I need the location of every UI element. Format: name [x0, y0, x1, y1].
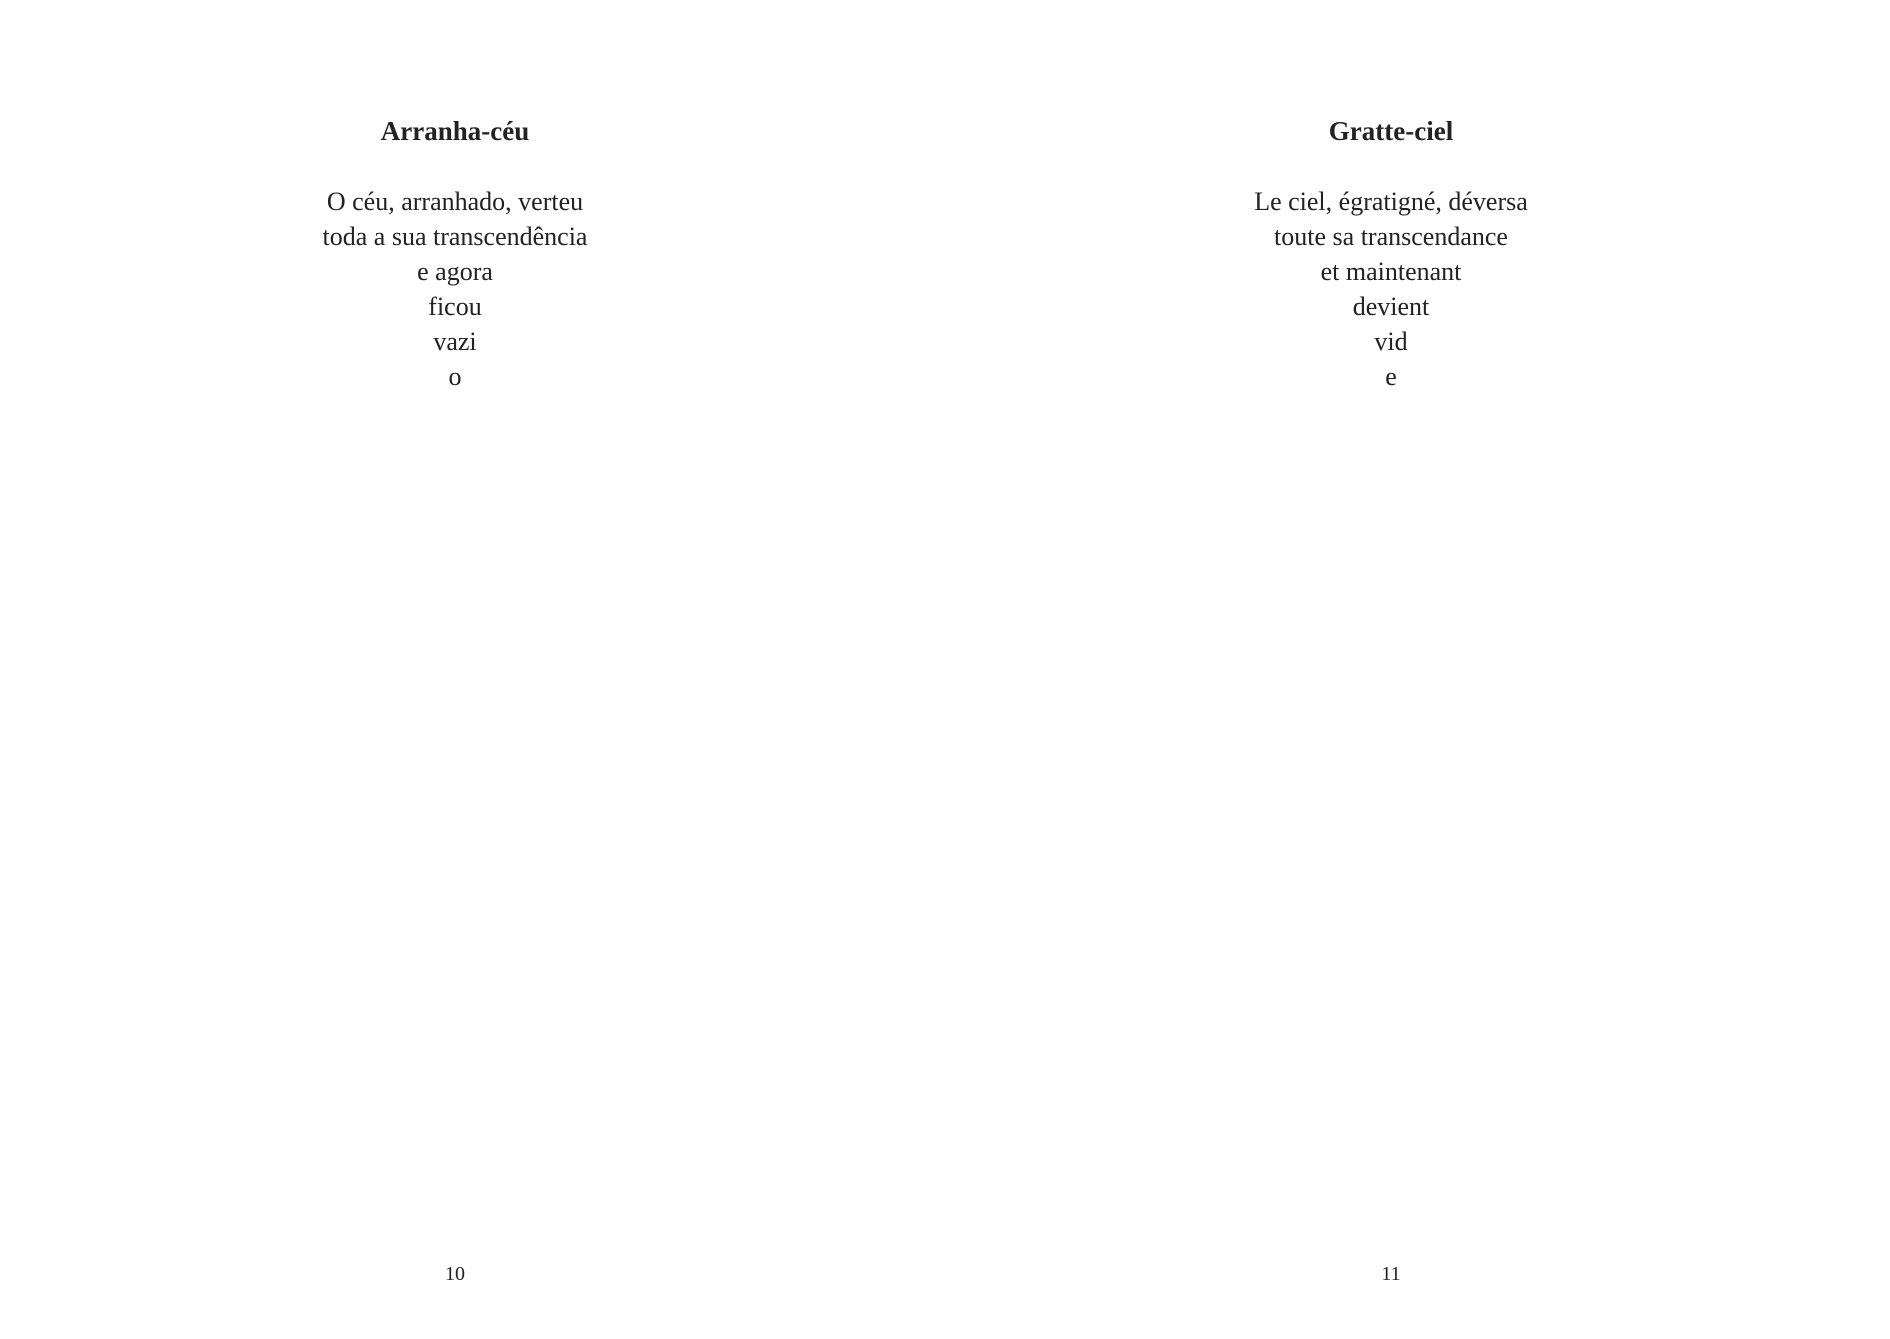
poem-title: Arranha-céu: [380, 116, 530, 146]
poem-right: [1161, 114, 1621, 394]
poem-line: toute sa transcendance: [1274, 222, 1508, 251]
right-page: [945, 0, 1890, 1339]
poem-line: devient: [1352, 292, 1430, 321]
poem-line: vazi: [433, 327, 477, 356]
poem-line: O céu, arranhado, verteu: [326, 187, 584, 216]
poem-line: e: [1385, 362, 1397, 391]
poem-line: e agora: [417, 257, 493, 286]
poem-title: Gratte-ciel: [1328, 116, 1454, 146]
poem-left: [225, 114, 685, 394]
poem-line: vid: [1374, 327, 1408, 356]
poem-line: o: [448, 362, 462, 391]
poem-line: Le ciel, égratigné, déversa: [1254, 187, 1528, 216]
page-number: 11: [1381, 1263, 1401, 1285]
page-number: 10: [445, 1263, 465, 1285]
poem-line: toda a sua transcendência: [322, 222, 588, 251]
poem-line: ficou: [428, 292, 482, 321]
poem-line: et maintenant: [1320, 257, 1462, 286]
poem-lines: [1161, 184, 1621, 394]
poem-lines: [225, 184, 685, 394]
